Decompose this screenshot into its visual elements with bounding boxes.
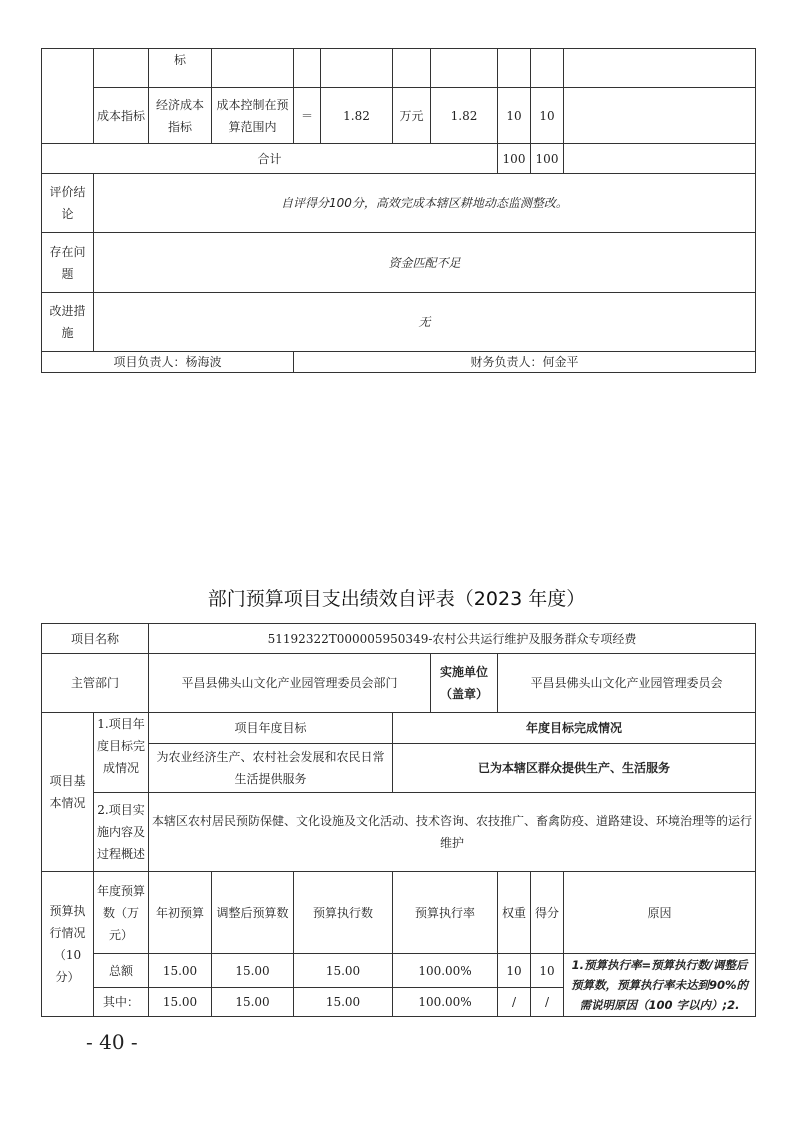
cell xyxy=(393,49,431,88)
budget-header-adjusted: 调整后预算数 xyxy=(212,872,294,954)
cell xyxy=(564,49,756,88)
indicator-level2-cell: 标 xyxy=(149,49,212,88)
budget-row-total xyxy=(42,954,756,988)
content-label: 2.项目实施内容及过程概述 xyxy=(94,793,149,872)
implementing-unit-label: 实施单位（盖章） xyxy=(431,654,498,713)
budget-label: 预算执行情况（10分） xyxy=(42,872,94,1017)
goal-header: 项目年度目标 xyxy=(149,713,393,744)
operator: ＝ xyxy=(294,88,321,144)
actual-value: 1.82 xyxy=(431,88,498,144)
cost-indicator-row xyxy=(42,88,756,144)
goal-label: 1.项目年度目标完成情况 xyxy=(94,713,149,793)
weight: 10 xyxy=(498,88,531,144)
row-label: 总额 xyxy=(94,954,149,988)
improvements-value: 无 xyxy=(94,293,756,352)
project-name-row xyxy=(42,624,756,654)
project-name-value: 51192322T000005950349-农村公共运行维护及服务群众专项经费 xyxy=(149,624,756,654)
project-name-label: 项目名称 xyxy=(42,624,149,654)
executed-budget: 15.00 xyxy=(294,988,393,1017)
adjusted-budget: 15.00 xyxy=(212,954,294,988)
improvements-row xyxy=(42,293,756,352)
budget-header-row xyxy=(42,872,756,954)
budget-header-executed: 预算执行数 xyxy=(294,872,393,954)
finance-lead: 财务负责人：何金平 xyxy=(294,352,756,373)
form-title: 部门预算项目支出绩效自评表（2023 年度） xyxy=(207,588,586,610)
executed-budget: 15.00 xyxy=(294,954,393,988)
performance-indicator-table-continued xyxy=(41,48,756,373)
budget-header-annual: 年度预算数（万元） xyxy=(94,872,149,954)
page-number: - 40 - xyxy=(86,1030,138,1054)
initial-budget: 15.00 xyxy=(149,954,212,988)
weight: / xyxy=(498,988,531,1017)
goal-header-row xyxy=(42,713,756,744)
row-label: 其中： xyxy=(94,988,149,1017)
execution-rate: 100.00% xyxy=(393,954,498,988)
cell xyxy=(94,49,149,88)
department-row xyxy=(42,654,756,713)
cell xyxy=(294,49,321,88)
score: / xyxy=(531,988,564,1017)
cell xyxy=(564,144,756,174)
basic-info-label: 项目基本情况 xyxy=(42,713,94,872)
total-row xyxy=(42,144,756,174)
problems-value: 资金匹配不足 xyxy=(94,233,756,293)
weight: 10 xyxy=(498,954,531,988)
evaluation-value: 自评得分100分，高效完成本辖区耕地动态监测整改。 xyxy=(94,174,756,233)
project-lead: 项目负责人：杨海波 xyxy=(42,352,294,373)
indicator-level2: 经济成本指标 xyxy=(149,88,212,144)
evaluation-label: 评价结论 xyxy=(42,174,94,233)
cell xyxy=(212,49,294,88)
completion-value: 已为本辖区群众提供生产、生活服务 xyxy=(393,744,756,793)
problems-row xyxy=(42,233,756,293)
indicator-level1: 成本指标 xyxy=(94,88,149,144)
budget-header-initial: 年初预算 xyxy=(149,872,212,954)
improvements-label: 改进措施 xyxy=(42,293,94,352)
target-value: 1.82 xyxy=(321,88,393,144)
adjusted-budget: 15.00 xyxy=(212,988,294,1017)
unit: 万元 xyxy=(393,88,431,144)
indicator-category-cell xyxy=(42,49,94,144)
cell xyxy=(321,49,393,88)
department-value: 平昌县佛头山文化产业园管理委员会部门 xyxy=(149,654,431,713)
score: 10 xyxy=(531,954,564,988)
budget-header-score: 得分 xyxy=(531,872,564,954)
content-row xyxy=(42,793,756,872)
signers-row xyxy=(42,352,756,373)
completion-header: 年度目标完成情况 xyxy=(393,713,756,744)
budget-self-evaluation-table xyxy=(41,623,756,1017)
budget-header-weight: 权重 xyxy=(498,872,531,954)
budget-header-rate: 预算执行率 xyxy=(393,872,498,954)
total-weight: 100 xyxy=(498,144,531,174)
cell xyxy=(431,49,498,88)
reason-note: 1.预算执行率=预算执行数/调整后预算数，预算执行率未达到90%的需说明原因（100 字以内）;2. xyxy=(564,954,756,1017)
implementing-unit-value: 平昌县佛头山文化产业园管理委员会 xyxy=(498,654,756,713)
problems-label: 存在问题 xyxy=(42,233,94,293)
remark xyxy=(564,88,756,144)
initial-budget: 15.00 xyxy=(149,988,212,1017)
execution-rate: 100.00% xyxy=(393,988,498,1017)
total-score: 100 xyxy=(531,144,564,174)
score: 10 xyxy=(531,88,564,144)
goal-value: 为农业经济生产、农村社会发展和农民日常生活提供服务 xyxy=(149,744,393,793)
budget-header-reason: 原因 xyxy=(564,872,756,954)
goal-value-row xyxy=(42,744,756,793)
evaluation-row xyxy=(42,174,756,233)
total-label: 合计 xyxy=(42,144,498,174)
content-value: 本辖区农村居民预防保健、文化设施及文化活动、技术咨询、农技推广、畜禽防疫、道路建设、环境治理等的运行维护 xyxy=(149,793,756,872)
indicator-level3: 成本控制在预算范围内 xyxy=(212,88,294,144)
department-label: 主管部门 xyxy=(42,654,149,713)
cell xyxy=(531,49,564,88)
cell xyxy=(498,49,531,88)
